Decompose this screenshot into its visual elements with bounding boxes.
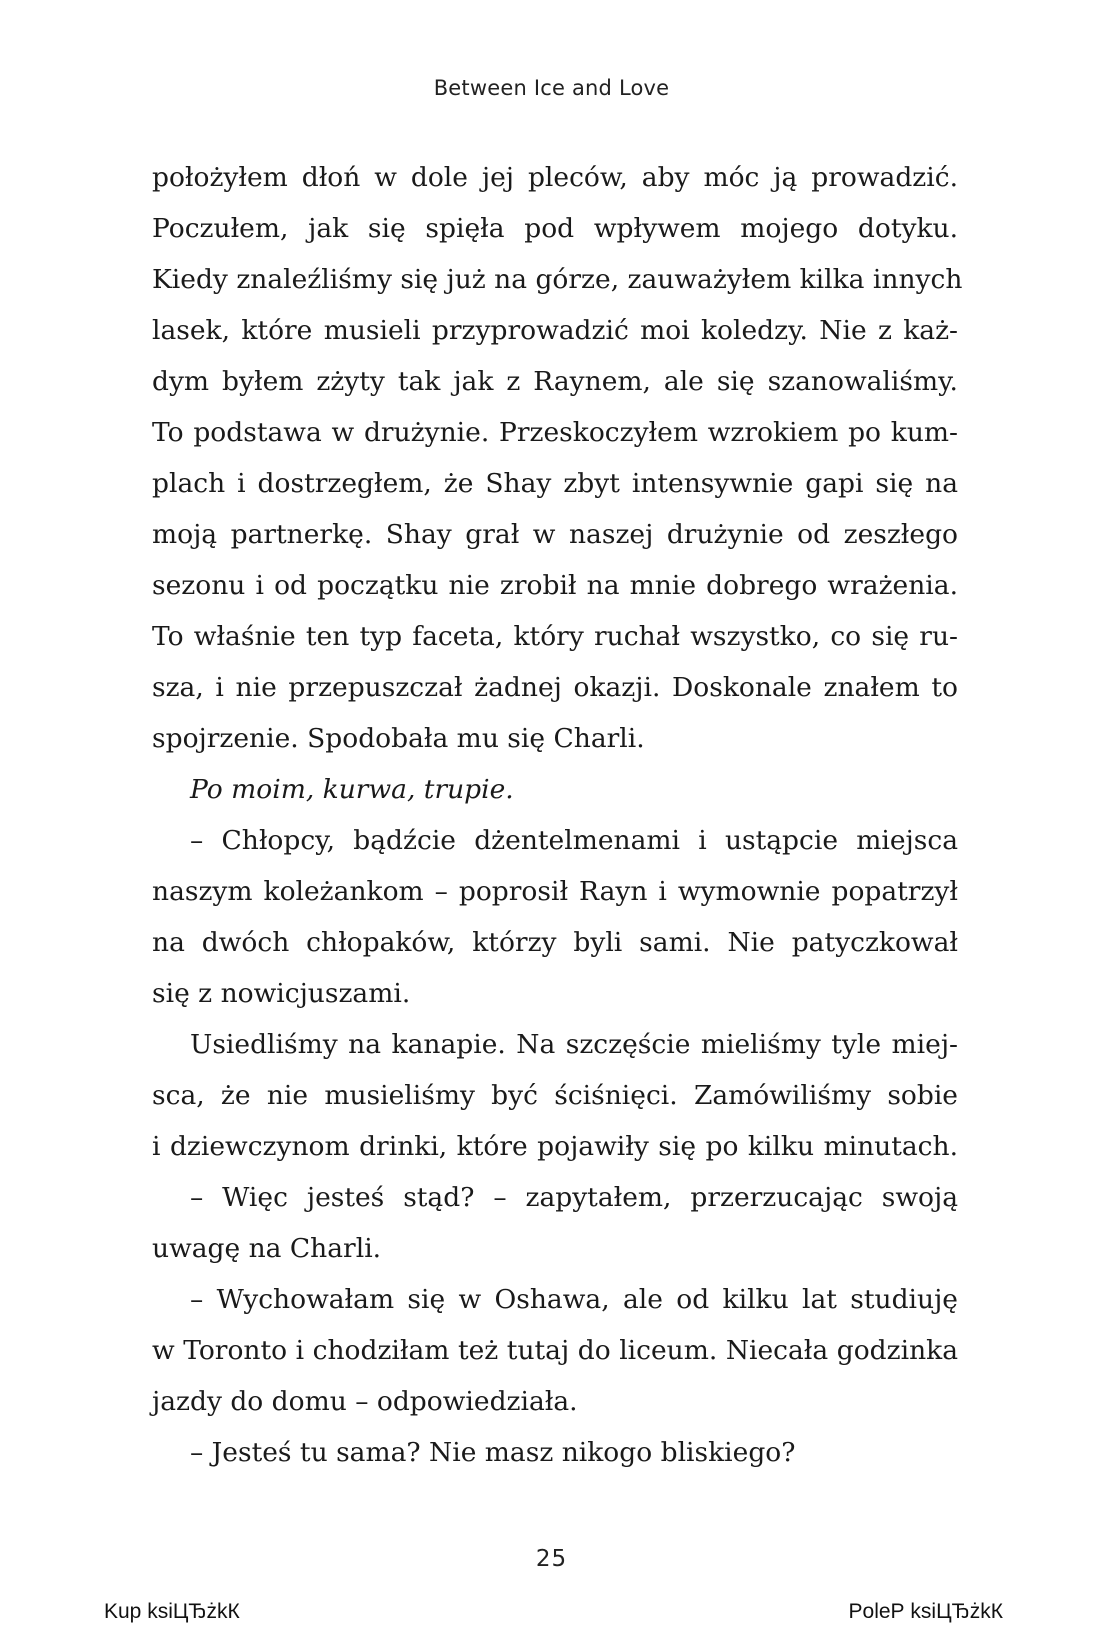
running-header-title: Between Ice and Love: [433, 76, 670, 100]
text-line: jazdy do domu – odpowiedziała.: [152, 1386, 578, 1417]
text-line: uwagę na Charli.: [152, 1233, 382, 1264]
text-line: na dwóch chłopaków, którzy byli sami. Nie patyczkował: [152, 927, 958, 958]
text-line: moją partnerkę. Shay grał w naszej drużynie od zeszłego: [152, 519, 958, 550]
text-line: naszym koleżankom – poprosił Rayn i wymownie popatrzył: [152, 876, 958, 907]
text-line: sza, i nie przepuszczał żadnej okazji. Doskonale znałem to: [152, 672, 958, 703]
text-line: – Więc jesteś stąd? – zapytałem, przerzucając swoją: [190, 1182, 958, 1213]
italic-text-line: Po moim, kurwa, trupie.: [190, 774, 514, 805]
page-number: 25: [535, 1546, 568, 1572]
text-line: Usiedliśmy na kanapie. Na szczęście mieliśmy tyle miej-: [190, 1029, 958, 1060]
text-line: – Chłopcy, bądźcie dżentelmenami i ustąpcie miejsca: [190, 825, 958, 856]
text-line: To właśnie ten typ faceta, który ruchał wszystko, co się ru-: [152, 621, 958, 652]
text-line: lasek, które musieli przyprowadzić moi koledzy. Nie z każ-: [152, 315, 958, 346]
text-line: położyłem dłoń w dole jej pleców, aby móc ją prowadzić.: [152, 162, 958, 193]
text-line: To podstawa w drużynie. Przeskoczyłem wzrokiem po kum-: [152, 417, 958, 448]
text-line: sezonu i od początku nie zrobił na mnie dobrego wrażenia.: [152, 570, 958, 601]
text-line: Kiedy znaleźliśmy się już na górze, zauważyłem kilka innych: [152, 264, 963, 295]
recommend-book-link[interactable]: PoleР ksiЦЂżkК: [848, 1600, 1003, 1623]
text-line: Poczułem, jak się spięła pod wpływem mojego dotyku.: [152, 213, 958, 244]
text-line: spojrzenie. Spodobała mu się Charli.: [152, 723, 645, 754]
text-line: dym byłem zżyty tak jak z Raynem, ale się szanowaliśmy.: [152, 366, 958, 397]
text-line: sca, że nie musieliśmy być ściśnięci. Zamówiliśmy sobie: [152, 1080, 958, 1111]
text-line: się z nowicjuszami.: [152, 978, 411, 1009]
text-line: i dziewczynom drinki, które pojawiły się po kilku minutach.: [152, 1131, 958, 1162]
text-line: w Toronto i chodziłam też tutaj do liceum. Niecała godzinka: [152, 1335, 958, 1366]
buy-book-link[interactable]: Kup ksiЦЂżkК: [104, 1600, 240, 1623]
text-line: – Wychowałam się w Oshawa, ale od kilku lat studiuję: [190, 1284, 958, 1315]
body-text: [152, 152, 963, 1478]
text-line: plach i dostrzegłem, że Shay zbyt intensywnie gapi się na: [152, 468, 958, 499]
text-line: – Jesteś tu sama? Nie masz nikogo bliskiego?: [190, 1437, 796, 1468]
